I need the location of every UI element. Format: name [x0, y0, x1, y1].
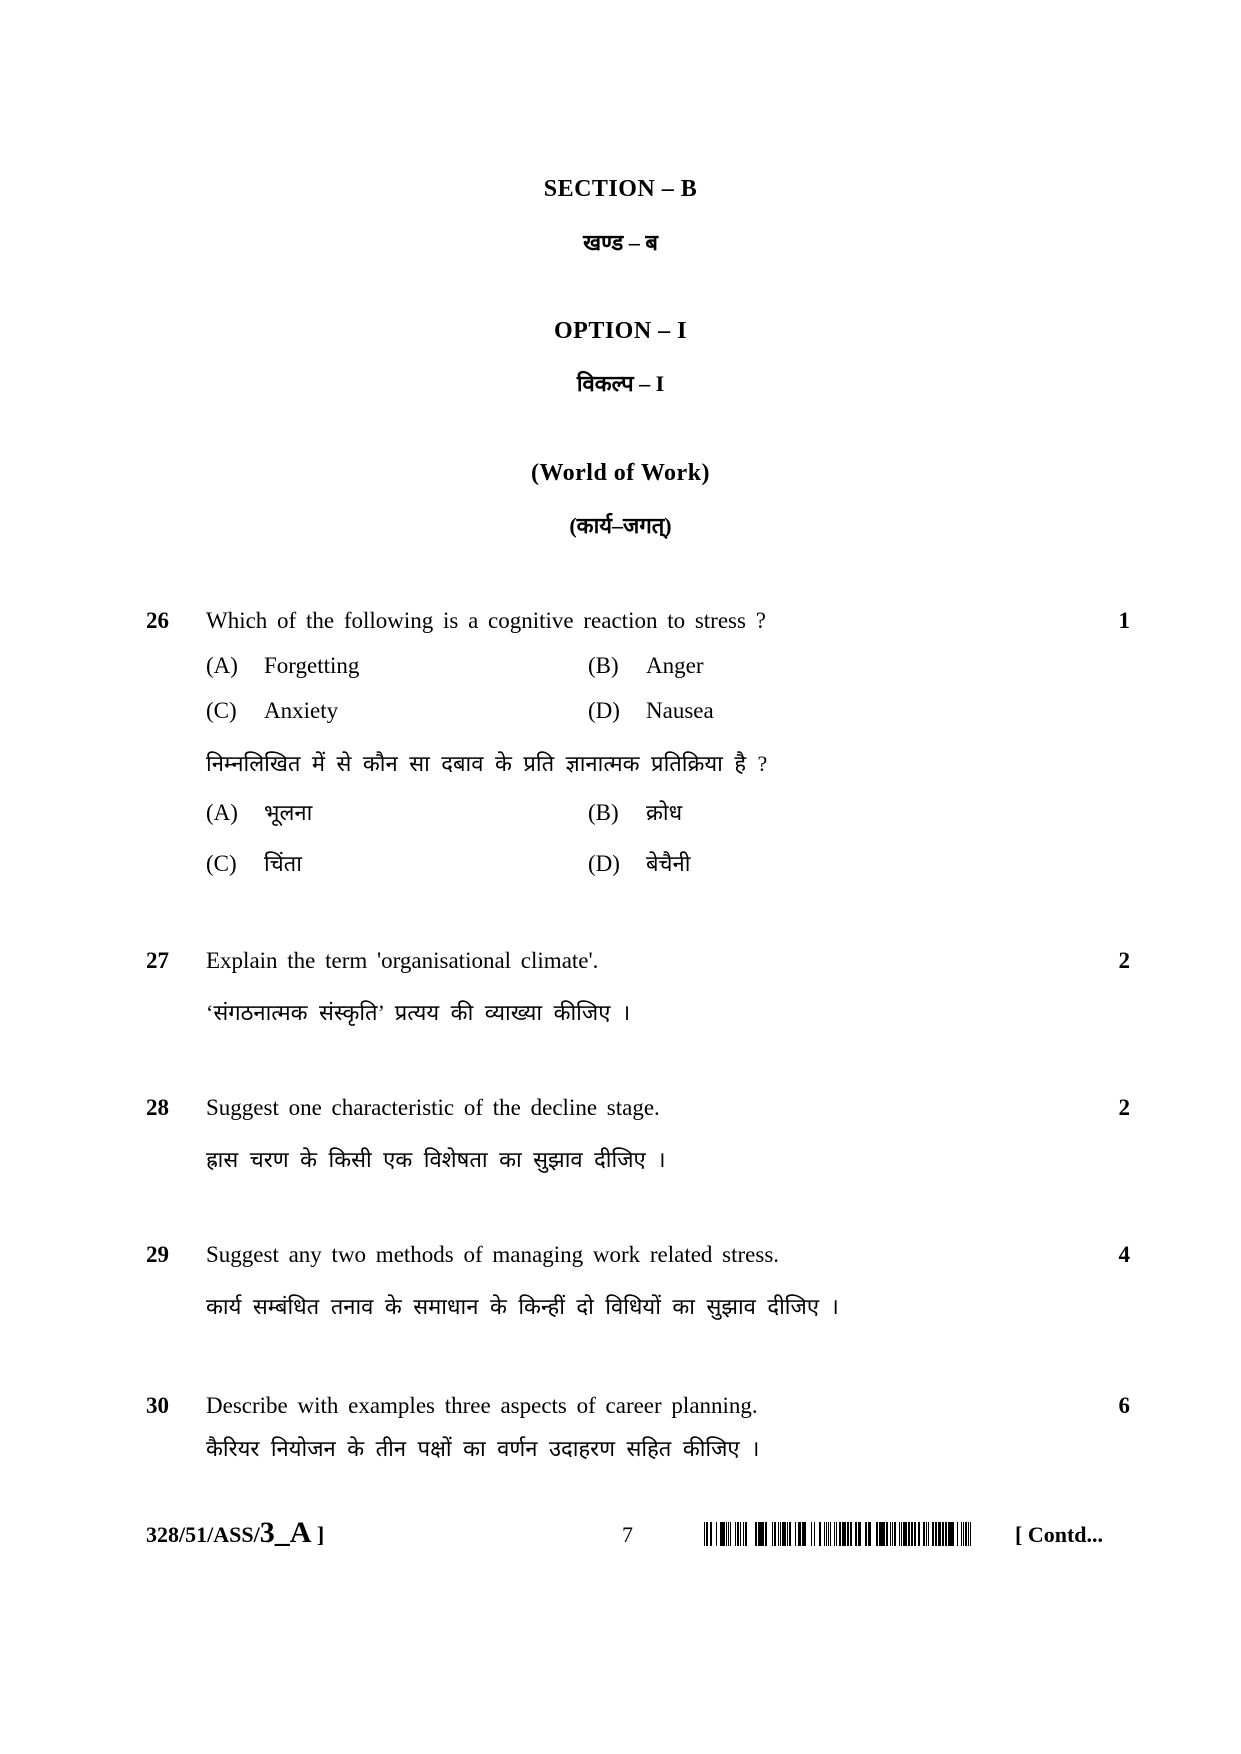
- question-number: 27: [146, 948, 169, 973]
- option-c: [206, 698, 338, 724]
- option-text: क्रोध: [646, 800, 683, 825]
- question-marks: 2: [1118, 948, 1130, 973]
- option-label: (A): [206, 653, 238, 678]
- section-heading: SECTION – B: [543, 176, 698, 202]
- paper-code: [146, 1516, 324, 1550]
- option-heading-hindi: विकल्प – I: [576, 371, 665, 396]
- paper-code-prefix: 328/51/ASS/: [146, 1522, 260, 1547]
- option-b: [588, 653, 703, 679]
- section-heading-hindi: खण्ड – ब: [583, 230, 658, 255]
- question-text: Suggest one characteristic of the decline stage.: [206, 1095, 660, 1120]
- question-text-hindi: निम्नलिखित में से कौन सा दबाव के प्रति ज्ञानात्मक प्रतिक्रिया है ?: [206, 751, 768, 776]
- question-text: Describe with examples three aspects of career planning.: [206, 1393, 758, 1418]
- question-text: Suggest any two methods of managing work related stress.: [206, 1242, 780, 1267]
- question-number: 29: [146, 1242, 169, 1267]
- question-text-hindi: कार्य सम्बंधित तनाव के समाधान के किन्हीं दो विधियों का सुझाव दीजिए ।: [206, 1294, 839, 1319]
- option-text: Forgetting: [264, 653, 360, 678]
- option-heading: OPTION – I: [553, 318, 687, 344]
- option-label: (C): [206, 698, 237, 723]
- option-label: (B): [588, 653, 619, 678]
- topic-heading: (World of Work): [530, 460, 711, 486]
- topic-heading-hindi: (कार्य–जगत्): [569, 513, 672, 538]
- option-a: [206, 653, 359, 679]
- question-marks: 1: [1118, 608, 1130, 633]
- question-number: 26: [146, 608, 169, 633]
- question-text-hindi: कैरियर नियोजन के तीन पक्षों का वर्णन उदाहरण सहित कीजिए ।: [206, 1436, 760, 1461]
- option-label: (B): [588, 800, 619, 825]
- option-text: बेचैनी: [646, 851, 691, 876]
- option-label: (A): [206, 800, 238, 825]
- option-a-hindi: [206, 797, 312, 827]
- paper-code-set: 3_A: [259, 1516, 312, 1549]
- option-label: (D): [588, 851, 620, 876]
- question-number: 28: [146, 1095, 169, 1120]
- option-label: (C): [206, 851, 237, 876]
- option-text: भूलना: [264, 800, 313, 825]
- option-text: चिंता: [264, 851, 302, 876]
- option-text: Anger: [646, 653, 704, 678]
- question-marks: 2: [1118, 1095, 1130, 1120]
- option-text: Anxiety: [264, 698, 339, 723]
- paper-code-suffix: ]: [311, 1522, 325, 1547]
- question-text: Explain the term 'organisational climate'.: [206, 948, 599, 973]
- contd-label: [ Contd...: [1015, 1522, 1104, 1547]
- question-marks: 4: [1118, 1242, 1130, 1267]
- question-text: Which of the following is a cognitive reaction to stress ?: [206, 608, 766, 633]
- page-number: 7: [622, 1522, 633, 1547]
- question-text-hindi: ह्रास चरण के किसी एक विशेषता का सुझाव दीजिए ।: [206, 1147, 666, 1172]
- option-c-hindi: [206, 848, 302, 878]
- option-b-hindi: [588, 797, 682, 827]
- barcode-icon: [704, 1522, 974, 1546]
- option-text: Nausea: [646, 698, 714, 723]
- question-marks: 6: [1118, 1393, 1130, 1418]
- option-d-hindi: [588, 848, 690, 878]
- option-label: (D): [588, 698, 620, 723]
- option-d: [588, 698, 714, 724]
- question-number: 30: [146, 1393, 169, 1418]
- question-text-hindi: ‘संगठनात्मक संस्कृति’ प्रत्यय की व्याख्या कीजिए ।: [206, 1000, 631, 1025]
